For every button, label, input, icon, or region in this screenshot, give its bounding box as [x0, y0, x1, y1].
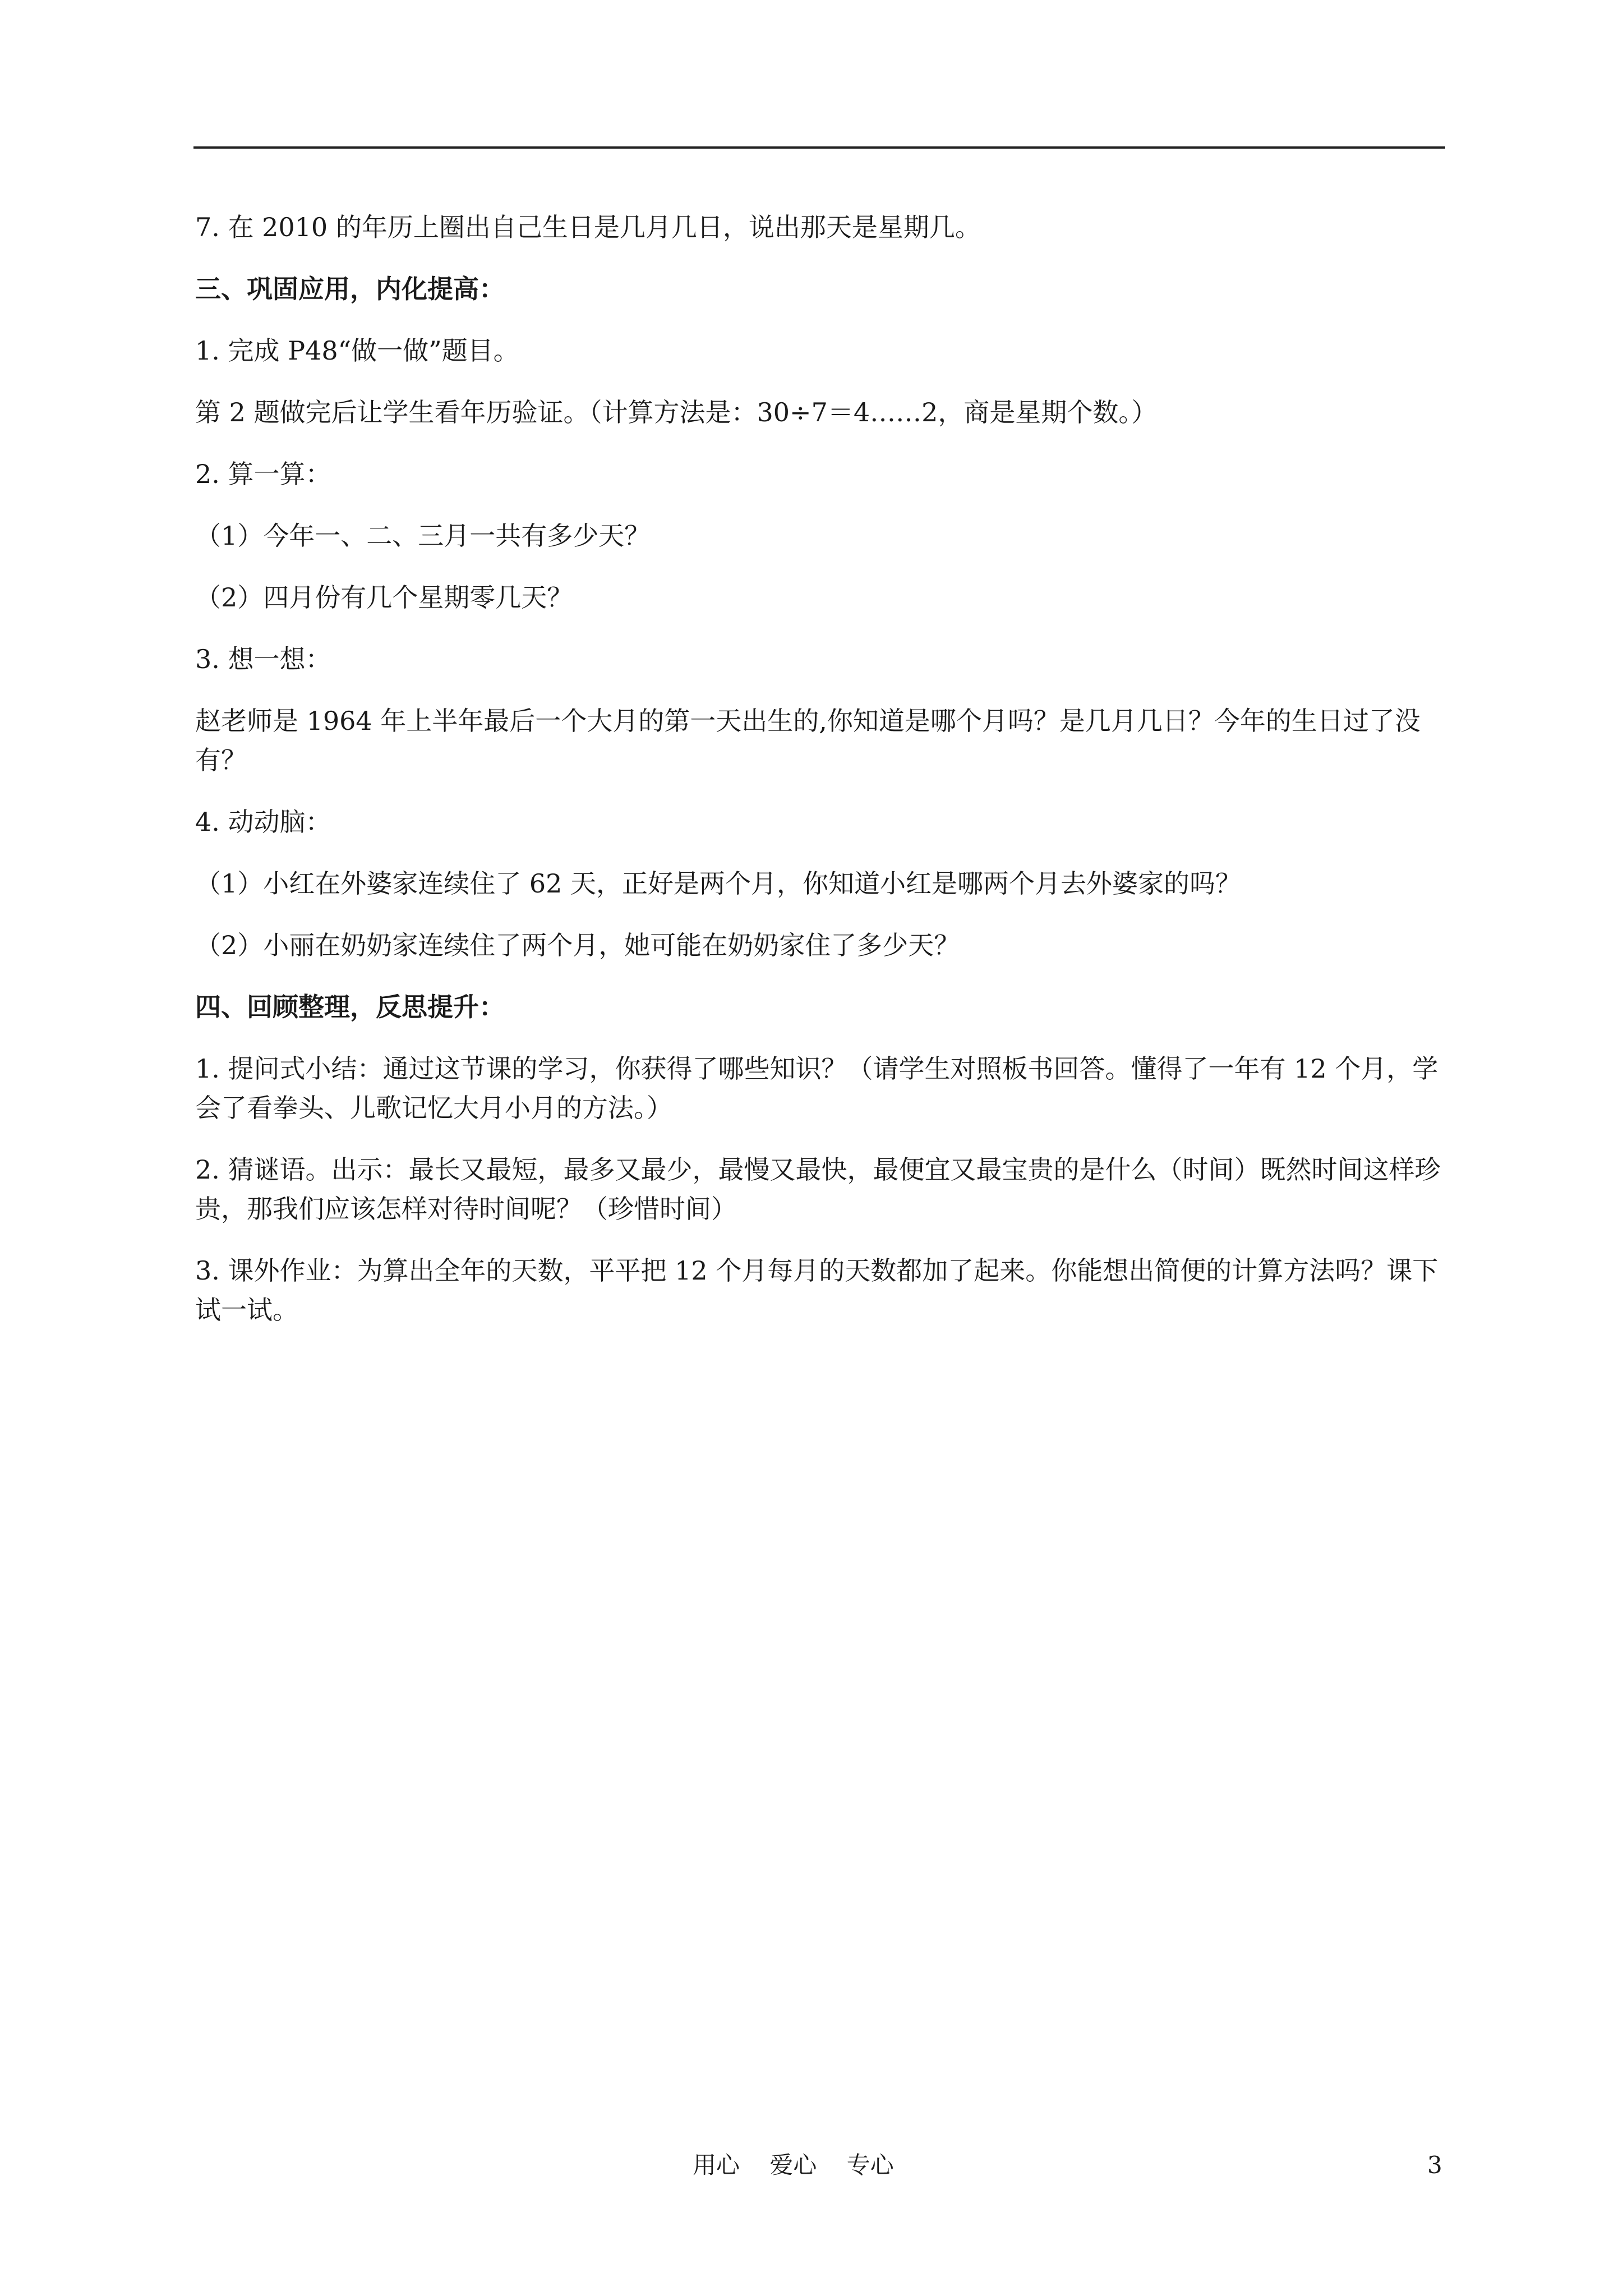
page-number: 3: [1427, 2151, 1442, 2179]
paragraph-item-4-2: 2. 猜谜语。出示：最长又最短，最多又最少，最慢又最快，最便宜又最宝贵的是什么（时间）既然时间这样珍贵，那我们应该怎样对待时间呢？（珍惜时间）: [195, 1154, 1441, 1224]
footer-motto: 用心 爱心 专心: [693, 2151, 894, 2179]
paragraph-item-4-1: 1. 提问式小结：通过这节课的学习，你获得了哪些知识？（请学生对照板书回答。懂得了一年有 12 个月，学会了看拳头、儿歌记忆大月小月的方法。）: [195, 1053, 1438, 1123]
paragraph-item-3-2-b: （2）四月份有几个星期零几天？: [195, 582, 573, 613]
paragraph-item-3-3: 3. 想一想：: [195, 644, 331, 674]
paragraph-item-3-2: 2. 算一算：: [195, 459, 331, 489]
paragraph-item-3-4: 4. 动动脑：: [195, 807, 331, 837]
paragraph-item-4-3: 3. 课外作业：为算出全年的天数，平平把 12 个月每月的天数都加了起来。你能想出简便的计算方法吗？课下试一试。: [195, 1255, 1438, 1325]
header-rule: [193, 146, 1445, 149]
document-body: [195, 208, 1446, 1352]
paragraph-item-3-1-note: 第 2 题做完后让学生看年历验证。（计算方法是：30÷7＝4……2，商是星期个数。）: [195, 397, 1158, 427]
section-3-heading: 三、巩固应用，内化提高：: [195, 274, 505, 304]
section-4-heading: 四、回顾整理，反思提升：: [195, 992, 505, 1022]
paragraph-item-7: 7. 在 2010 的年历上圈出自己生日是几月几日，说出那天是星期几。: [195, 212, 981, 242]
paragraph-item-3-4-a: （1）小红在外婆家连续住了 62 天，正好是两个月，你知道小红是哪两个月去外婆家的吗？: [195, 868, 1242, 899]
paragraph-item-3-3-text: 赵老师是 1964 年上半年最后一个大月的第一天出生的,你知道是哪个月吗？是几月几日？今年的生日过了没有？: [195, 706, 1421, 775]
paragraph-item-3-2-a: （1）今年一、二、三月一共有多少天？: [195, 521, 651, 551]
paragraph-item-3-1: 1. 完成 P48“做一做”题目。: [195, 335, 519, 366]
paragraph-item-3-4-b: （2）小丽在奶奶家连续住了两个月，她可能在奶奶家住了多少天？: [195, 930, 960, 960]
